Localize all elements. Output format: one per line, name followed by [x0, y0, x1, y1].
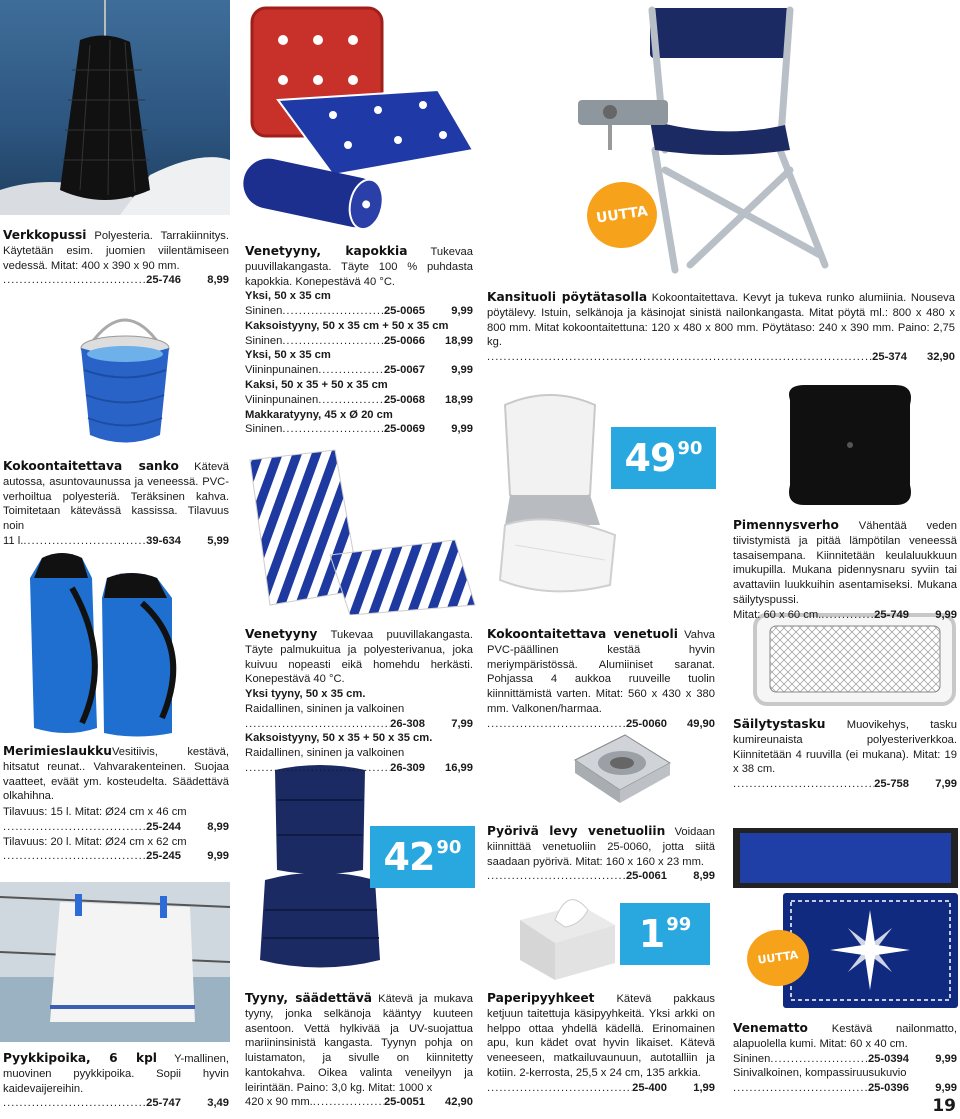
product-desc — [733, 716, 957, 777]
line-label: Sininen — [245, 423, 283, 436]
product-desc-text: Tukevaa puuvillakangasta. Täyte 100 % puhdasta kapokkia. Konepestävä 40 °C. — [245, 246, 473, 288]
dot-leader — [733, 1081, 868, 1096]
product-desc — [245, 626, 473, 687]
product-verkkopussi — [3, 227, 229, 288]
product-title: Venematto — [733, 1021, 808, 1035]
variant-name: Yksi tyyny, 50 x 35 cm. — [245, 688, 366, 701]
dot-leader — [487, 1081, 632, 1096]
dot-leader — [3, 820, 146, 835]
product-title: Venetyyny, kapokkia — [245, 244, 408, 258]
product-code: 25-758 — [874, 778, 909, 791]
product-code: 25-0060 — [625, 717, 667, 730]
product-price: 9,99 — [451, 364, 473, 377]
price-tag-paperipyyhkeet — [620, 903, 710, 965]
product-code: 25-0061 — [625, 870, 667, 883]
price-tag-cents: 99 — [666, 914, 692, 935]
product-desc-text: Kätevä pakkaus ketjuun taitettuja käsipyyhkeitä. Yksi arkki on helppo ottaa yhdellä kädellä. Erinomainen apu, kun kädet ovat hyvin likaiset. Kätevä veneeseen, matkailuvaunuun, autotalliin ja kotiin. 2-kerrosta, 25,5 x 24 cm, 135 arkkia. — [487, 993, 715, 1079]
price-line — [245, 393, 473, 408]
product-desc-text: Polyesteria. Tarrakiinnitys. Käytetään esim. juomien viilentämiseen vedessä. Mitat: 400 x 390 x 90 mm. — [3, 230, 229, 272]
compass-mat-photo — [783, 893, 958, 1008]
product-desc — [733, 517, 957, 608]
product-code: 25-0066 — [383, 334, 425, 347]
dot-leader — [282, 422, 384, 437]
dot-leader — [318, 393, 384, 408]
product-price: 32,90 — [927, 351, 955, 364]
line-pre: Tilavuus: 20 l. Mitat: Ø24 cm x 62 cm — [3, 835, 187, 848]
product-code: 25-400 — [632, 1081, 667, 1094]
variant-sub: Raidallinen, sininen ja valkoinen — [245, 702, 405, 715]
price-tag-tyyny — [370, 826, 475, 888]
dot-leader — [245, 717, 390, 732]
product-price: 9,99 — [451, 305, 473, 318]
product-code: 25-374 — [872, 351, 907, 364]
product-price: 18,99 — [445, 334, 473, 347]
product-sanko — [3, 458, 229, 549]
price-line — [245, 422, 473, 437]
price-line — [245, 1095, 473, 1110]
product-merimieslaukku — [3, 743, 229, 864]
product-title: Pimennysverho — [733, 518, 839, 532]
variant-name: Kaksoistyyny, 50 x 35 + 50 x 35 cm. — [245, 732, 433, 745]
product-kansituoli — [487, 289, 955, 365]
page-number: 19 — [932, 1095, 956, 1116]
product-desc-text: Vesitiivis, kestävä, hitsatut reunat.. Vahvarakenteinen. Suojaa vaatteet, eväät ym. kosteudelta. Säädettävä olkahihna. — [3, 746, 229, 803]
product-desc — [3, 1050, 229, 1096]
dot-leader — [318, 363, 384, 378]
price-tag-whole: 42 — [383, 834, 435, 879]
variant-sub: Raidallinen, sininen ja valkoinen — [245, 747, 405, 760]
product-price: 9,99 — [935, 1052, 957, 1065]
product-code: 25-244 — [146, 820, 181, 833]
price-line — [245, 334, 473, 349]
product-venetyyny-kapokkia — [245, 243, 473, 437]
price-line — [733, 1052, 957, 1067]
product-title: Tyyny, säädettävä — [245, 991, 373, 1005]
blackout-curtain-photo — [780, 380, 920, 510]
product-price: 9,99 — [451, 423, 473, 436]
product-desc — [245, 990, 473, 1095]
product-code: 25-0069 — [383, 423, 425, 436]
product-desc — [487, 823, 715, 869]
product-desc — [3, 227, 229, 273]
price-line — [3, 820, 229, 835]
cushions-photo — [238, 0, 480, 240]
product-code: 26-309 — [390, 762, 425, 775]
product-price: 49,90 — [687, 717, 715, 730]
dry-bags-photo — [22, 548, 202, 738]
line-pre: Tilavuus: 15 l. Mitat: Ø24 cm x 46 cm — [3, 806, 187, 819]
product-desc-text: Kokoontaitettava. Kevyt ja tukeva runko alumiinia. Nouseva pöytälevy. Istuin, selkänoja ja käsinojat sinistä nailonkangasta. Mitat pöytä ml.: 800 x 480 x 800 mm. Mitat kokoontaitettuna: 120 x 480 x 800 mm. Pöytätaso: 240 x 390 mm. Paino: 2,75 kg. — [487, 292, 955, 349]
line-label: 11 l. — [3, 534, 24, 547]
line-label: 420 x 90 mm. — [245, 1096, 313, 1109]
variant-name: Yksi, 50 x 35 cm — [245, 349, 331, 362]
dot-leader — [245, 761, 390, 776]
product-desc — [487, 626, 715, 717]
product-desc-text: Tukevaa puuvillakangasta. Täyte palmukuitua ja polyesterivanua, joka kuivuu nopeasti eikä homehdu herkästi. Konepestävä 40 °C. — [245, 629, 473, 686]
product-desc — [733, 1020, 957, 1052]
product-code: 25-746 — [146, 274, 181, 287]
product-desc — [487, 289, 955, 350]
product-price: 5,99 — [207, 534, 229, 547]
price-line — [733, 777, 957, 792]
product-desc — [487, 990, 715, 1081]
product-code: 25-0394 — [867, 1052, 909, 1065]
product-title: Paperipyyhkeet — [487, 991, 595, 1005]
price-line — [245, 717, 473, 732]
product-venematto — [733, 1020, 957, 1096]
product-code: 39-634 — [146, 534, 181, 547]
price-line — [487, 717, 715, 732]
product-desc-text: Kätevä ja mukava tyyny, jonka selkänoja kääntyy kuuteen asentoon. Vettä hylkivää ja UV-suojattua mariininsinistä kangasta. Tyynyn pohja on luistamaton, ja sivulle on kiinnitetty kantokahva. Oikea valinta veneilyyn ja leirintään. Paino: 3,0 kg. Mitat: 1000 x — [245, 993, 473, 1094]
product-title: Pyykkipoika, 6 kpl — [3, 1051, 157, 1065]
product-desc-text: Muovikehys, tasku kumireunaista polyesteriverkkoa. Kiinnitetään 4 ruuvilla (ei mukana). Mitat: 19 x 38 cm. — [733, 719, 957, 776]
product-code: 25-0396 — [867, 1082, 909, 1095]
bucket-photo — [70, 290, 180, 450]
storage-pocket-photo — [752, 612, 957, 707]
dot-leader — [487, 350, 872, 365]
product-paperipyyhkeet — [487, 990, 715, 1095]
dot-leader — [282, 334, 384, 349]
new-badge: UUTTA — [583, 177, 662, 252]
price-line — [3, 273, 229, 288]
product-desc — [3, 458, 229, 534]
product-desc-text: Y-mallinen, muovinen pyykkipoika. Sopii hyvin kaidevaijereihin. — [3, 1053, 229, 1095]
product-price: 18,99 — [445, 393, 473, 406]
product-title: Venetyyny — [245, 627, 318, 641]
adjustable-cushion-photo — [255, 760, 385, 975]
price-line — [245, 304, 473, 319]
product-price: 7,99 — [451, 717, 473, 730]
product-desc-text: Vähentää veden tiivistymistä ja pitää lämpötilan veneessä tasaisempana. Kiinnitetään keulaluukkuun imukupilla. Mukana pidennysnaru syviin tai avattaviin luukkuihin asentamiseksi. Mukana säilytyspussi. — [733, 520, 957, 606]
product-price: 8,99 — [207, 274, 229, 287]
paper-towel-photo — [510, 885, 620, 980]
new-badge: UUTTA — [743, 926, 812, 990]
product-code: 25-747 — [146, 1097, 181, 1110]
product-code: 25-0068 — [383, 393, 425, 406]
product-price: 8,99 — [207, 820, 229, 833]
product-price: 9,99 — [935, 608, 957, 621]
line-label: Mitat: 60 x 60 cm. — [733, 608, 822, 621]
boat-seat-photo — [490, 385, 620, 615]
product-code: 26-308 — [390, 717, 425, 730]
price-line — [733, 608, 957, 623]
product-desc — [3, 743, 229, 804]
variant-name: Yksi, 50 x 35 cm — [245, 290, 331, 303]
product-title: Kansituoli pöytätasolla — [487, 290, 648, 304]
product-title: Säilytystasku — [733, 717, 826, 731]
line-label: Sininen — [733, 1052, 771, 1065]
product-code: 25-0051 — [383, 1096, 425, 1109]
product-price: 1,99 — [693, 1081, 715, 1094]
product-venetuoli — [487, 626, 715, 731]
product-code: 25-0067 — [383, 364, 425, 377]
dot-leader — [3, 849, 146, 864]
swivel-plate-photo — [560, 725, 680, 825]
dot-leader — [487, 869, 626, 884]
price-line — [487, 1081, 715, 1096]
price-line — [3, 849, 229, 864]
product-price: 16,99 — [445, 762, 473, 775]
dot-leader — [770, 1052, 868, 1067]
dot-leader — [733, 777, 874, 792]
product-title: Pyörivä levy venetuoliin — [487, 824, 666, 838]
price-tag-whole: 1 — [638, 911, 665, 956]
product-code: 25-0065 — [383, 305, 425, 318]
product-pyoriva-levy — [487, 823, 715, 884]
product-sailytystasku — [733, 716, 957, 792]
product-pimennysverho — [733, 517, 957, 622]
product-desc-text: Kestävä nailonmatto, alapuolella kumi. Mitat: 60 x 40 cm. — [733, 1023, 958, 1050]
price-line — [3, 1096, 229, 1111]
dot-leader — [821, 608, 874, 623]
clothespin-photo — [0, 882, 230, 1042]
dot-leader — [3, 273, 146, 288]
price-line — [245, 761, 473, 776]
product-price: 9,99 — [935, 1082, 957, 1095]
product-code: 25-245 — [146, 850, 181, 863]
dot-leader — [3, 1096, 146, 1111]
product-price: 7,99 — [935, 778, 957, 791]
product-title: Merimieslaukku — [3, 744, 112, 758]
price-tag-whole: 49 — [624, 435, 676, 480]
price-line — [3, 534, 229, 549]
line-pre: Sinivalkoinen, kompassiruusukuvio — [733, 1067, 907, 1080]
product-title: Kokoontaitettava sanko — [3, 459, 179, 473]
price-tag-cents: 90 — [436, 837, 462, 858]
dot-leader — [23, 534, 146, 549]
line-label: Viininpunainen — [245, 393, 319, 406]
product-desc-text: Voidaan kiinnittää venetuoliin 25-0060, jotta siitä saadaan pyörivä. Mitat: 160 x 160 x 23 mm. — [487, 826, 716, 868]
dot-leader — [487, 717, 626, 732]
price-line — [245, 363, 473, 378]
dot-leader — [313, 1095, 384, 1110]
variant-name: Kaksi, 50 x 35 + 50 x 35 cm — [245, 379, 388, 392]
price-line — [733, 1081, 957, 1096]
door-mat-photo — [733, 828, 958, 888]
product-title: Kokoontaitettava venetuoli — [487, 627, 678, 641]
price-line — [487, 869, 715, 884]
variant-name: Makkaratyyny, 45 x Ø 20 cm — [245, 408, 393, 421]
product-price: 9,99 — [207, 850, 229, 863]
product-price: 8,99 — [693, 870, 715, 883]
line-label: Sininen — [245, 305, 283, 318]
product-tyyny-saadettava — [245, 990, 473, 1110]
product-code: 25-749 — [874, 608, 909, 621]
striped-cushions-photo — [240, 440, 480, 615]
line-label: Viininpunainen — [245, 364, 319, 377]
price-tag-cents: 90 — [677, 438, 703, 459]
product-price: 3,49 — [207, 1097, 229, 1110]
product-title: Verkkopussi — [3, 228, 87, 242]
price-tag-venetuoli — [611, 427, 716, 489]
price-line — [487, 350, 955, 365]
variant-name: Kaksoistyyny, 50 x 35 cm + 50 x 35 cm — [245, 319, 449, 332]
product-desc-text: Kätevä autossa, asuntovaunussa ja veneessä. PVC-verhoiltua polyesteriä. Teräksinen kahva. Toimitetaan kätevässä kassissa. Tilavuus noin — [3, 461, 230, 533]
dot-leader — [282, 304, 384, 319]
mesh-bag-photo — [0, 0, 230, 215]
product-price: 42,90 — [445, 1096, 473, 1109]
line-label: Sininen — [245, 334, 283, 347]
product-pyykkipoika — [3, 1050, 229, 1111]
product-desc-text: Vahva PVC-päällinen kestää hyvin meriympäristössä. Alumiiniset saranat. Pohjassa 4 aukkoa ruuveille tuolin kiinnittämistä varten. Mitat: 560 x 430 x 380 mm. Valkonen/harmaa. — [487, 629, 716, 715]
product-venetyyny — [245, 626, 473, 776]
product-desc — [245, 243, 473, 289]
